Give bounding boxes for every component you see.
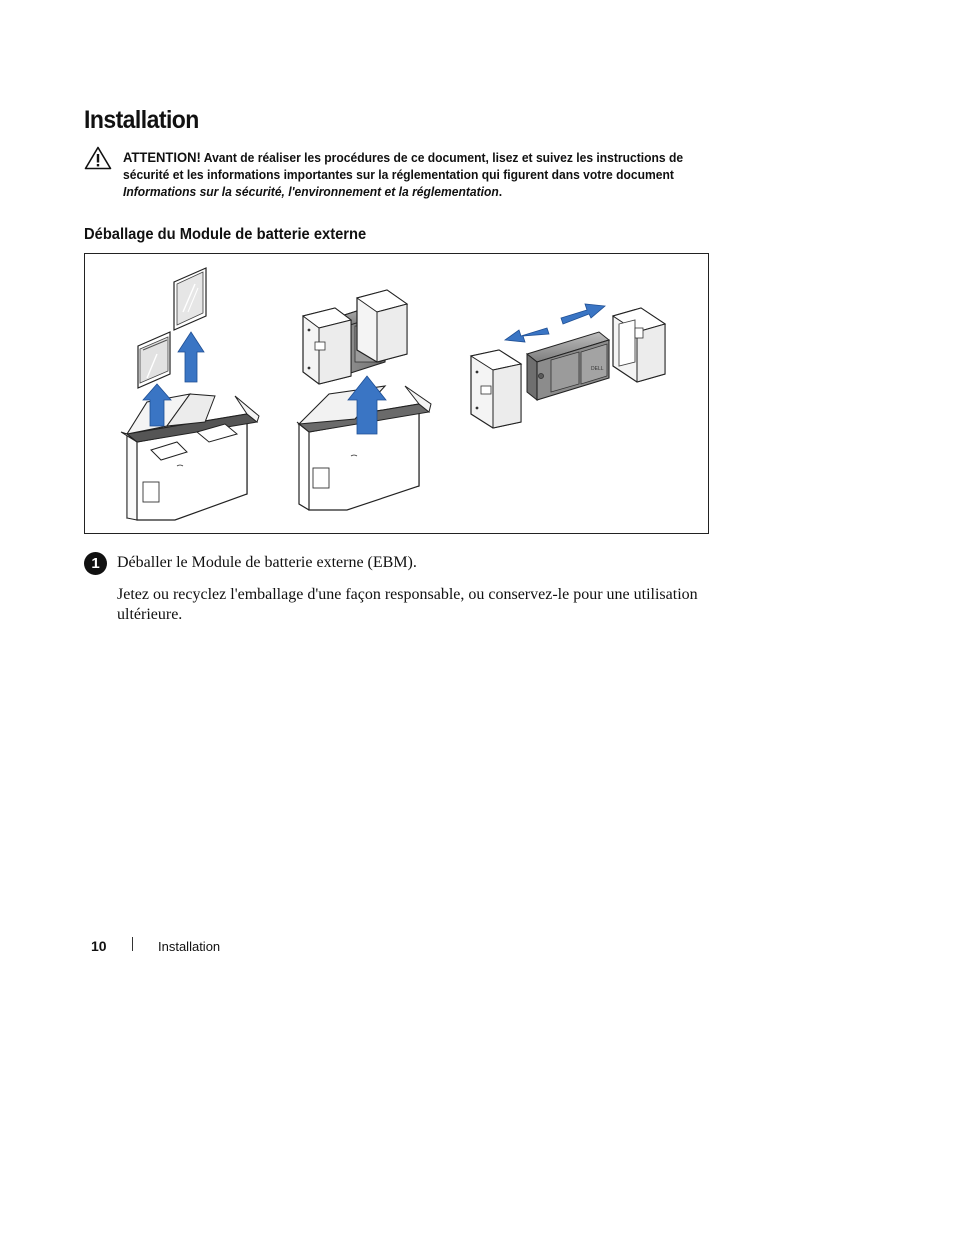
foam-end-cap-left (471, 350, 521, 428)
step-remove-caps (471, 304, 665, 428)
page-number: 10 (91, 938, 107, 954)
footer-separator (132, 937, 133, 951)
ebm-battery-module (527, 332, 609, 400)
footer-section-name: Installation (158, 939, 221, 954)
shipping-box-open (121, 394, 259, 520)
section-heading: Déballage du Module de batterie externe (84, 226, 367, 243)
step-remove-docs (121, 268, 259, 520)
foam-end-cap-right (613, 308, 665, 382)
document-folder (138, 332, 170, 388)
right-arrow-icon (561, 304, 605, 324)
step-lift-ebm (297, 290, 431, 510)
warning-doc-title: Informations sur la sécurité, l'environnement et la réglementation (123, 184, 499, 199)
document-sheet (174, 268, 206, 330)
up-arrow-icon (178, 332, 204, 382)
page-title: Installation (84, 106, 199, 134)
warning-icon (84, 146, 112, 170)
brand-mark: DELL (591, 366, 604, 372)
ebm-with-foam-caps (303, 290, 407, 384)
step-note: Jetez ou recyclez l'emballage d'une façon responsable, ou conservez-le pour une utilisation ultérieure. (117, 586, 698, 623)
left-arrow-icon (505, 328, 549, 342)
step-number-badge: 1 (84, 552, 107, 575)
unpacking-illustration (85, 254, 708, 533)
warning-label: ATTENTION! (123, 149, 201, 165)
warning-end: . (498, 184, 503, 199)
warning-notice (123, 149, 718, 200)
step-instruction: Déballer le Module de batterie externe (EBM). (117, 554, 417, 571)
warning-body: Avant de réaliser les procédures de ce document, lisez et suivez les instructions de sécurité et les informations importantes sur la réglementation qui figurent dans votre document (123, 150, 684, 182)
unpacking-figure (84, 253, 709, 534)
